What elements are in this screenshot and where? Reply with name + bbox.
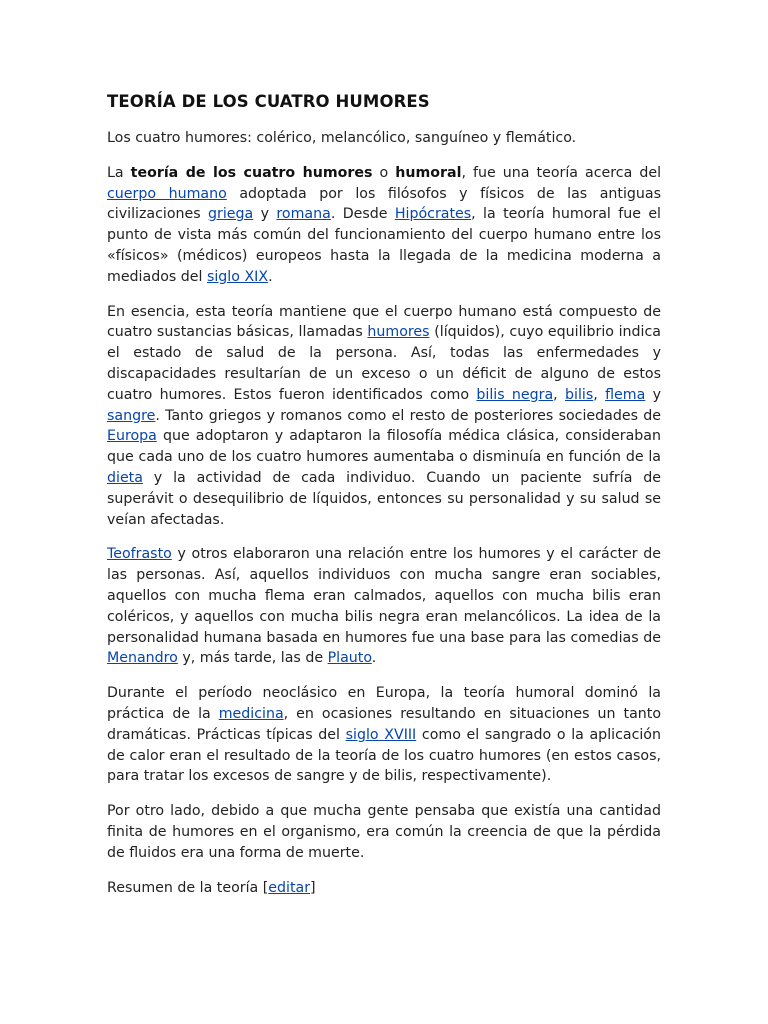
section-heading-summary: [107, 878, 661, 899]
text: y: [253, 206, 277, 223]
text: . Tanto griegos y romanos como el resto de posteriores sociedades de: [155, 407, 661, 424]
link-plauto[interactable]: Plauto: [327, 650, 372, 667]
text: La: [107, 164, 131, 181]
link-dieta[interactable]: dieta: [107, 469, 143, 486]
link-humores[interactable]: humores: [367, 324, 430, 341]
text: como el sangrado o la aplicación de calor eran el resultado de la teoría de los cuatro humores (en estos casos, para tratar los excesos de sangre y de bilis, respectivamente).: [107, 726, 661, 785]
text: ,: [593, 386, 606, 403]
text: . Desde: [330, 206, 395, 223]
text: y, más tarde, las de: [177, 650, 328, 667]
text: En esencia, esta teoría mantiene que el cuerpo humano está compuesto de cuatro sustancias básicas, llamadas: [107, 303, 661, 341]
text: (líquidos), cuyo equilibrio indica el estado de salud de la persona. Así, todas las enfermedades y discapacidades resultarían de un exceso o un déficit de alguno de estos cuatro humores. Estos fueron identificados como: [107, 324, 661, 403]
edit-link[interactable]: editar: [268, 879, 311, 896]
link-menandro[interactable]: Menandro: [107, 650, 178, 667]
text: o: [372, 164, 396, 181]
text: , en ocasiones resultando en situaciones un tanto dramáticas. Prácticas típicas del: [107, 705, 662, 743]
paragraph-fluids: Por otro lado, debido a que mucha gente pensaba que existía una cantidad finita de humores en el organismo, era común la creencia de que la pérdida de fluidos era una forma de muerte.: [107, 803, 661, 861]
link-flema[interactable]: flema: [605, 386, 646, 403]
text: que adoptaron y adaptaron la filosofía médica clásica, consideraban que cada uno de los cuatro humores aumentaba o disminuía en función de la: [107, 428, 661, 466]
text: y: [645, 386, 661, 403]
link-bilis-negra[interactable]: bilis negra: [476, 386, 554, 403]
link-medicina[interactable]: medicina: [218, 705, 284, 722]
text: ,: [553, 386, 566, 403]
page-title: TEORÍA DE LOS CUATRO HUMORES: [107, 92, 430, 111]
text: y la actividad de cada individuo. Cuando un paciente sufría de superávit o desequilibrio de líquidos, entonces su personalidad y su salud se veían afectadas.: [107, 469, 661, 528]
text: Resumen de la teoría [: [107, 879, 269, 896]
link-teofrasto[interactable]: Teofrasto: [107, 546, 172, 563]
paragraph-essence: [107, 302, 661, 531]
link-siglo-xix[interactable]: siglo XIX: [206, 268, 269, 285]
document-page: [107, 90, 661, 912]
link-bilis[interactable]: bilis: [565, 386, 594, 403]
link-cuerpo-humano[interactable]: cuerpo humano: [107, 185, 227, 202]
paragraph-neoclassic: [107, 683, 661, 787]
text: ]: [310, 879, 316, 896]
link-siglo-xviii[interactable]: siglo XVIII: [345, 726, 417, 743]
text: Durante el período neoclásico en Europa, la teoría humoral dominó la práctica de la: [107, 685, 661, 722]
link-romana[interactable]: romana: [276, 206, 331, 223]
link-sangre[interactable]: sangre: [107, 407, 156, 424]
text: adoptada por los filósofos y físicos de las antiguas civilizaciones: [107, 185, 661, 223]
text: .: [268, 268, 273, 285]
bold-term: teoría de los cuatro humores: [130, 164, 373, 181]
paragraph-character: [107, 544, 661, 669]
link-hipocrates[interactable]: Hipócrates: [394, 206, 472, 223]
link-europa[interactable]: Europa: [107, 428, 157, 445]
link-griega[interactable]: griega: [208, 206, 254, 223]
intro-paragraph: Los cuatro humores: colérico, melancólico, sanguíneo y flemático.: [107, 130, 577, 146]
bold-term: humoral: [395, 164, 462, 181]
text: y otros elaboraron una relación entre los humores y el carácter de las personas. Así, aquellos individuos con mucha sangre eran sociables, aquellos con mucha flema eran calmados, aquellos con mucha bilis eran coléricos, y aquellos con mucha bilis negra eran melancólicos. La idea de la personalidad humana basada en humores fue una base para las comedias de: [107, 546, 661, 646]
paragraph-definition: [107, 163, 661, 288]
text: , la teoría humoral fue el punto de vista más común del funcionamiento del cuerpo humano entre los «físicos» (médicos) europeos hasta la llegada de la medicina moderna a mediados del: [107, 206, 661, 285]
text: .: [371, 650, 377, 667]
text: , fue una teoría acerca del: [461, 164, 662, 181]
